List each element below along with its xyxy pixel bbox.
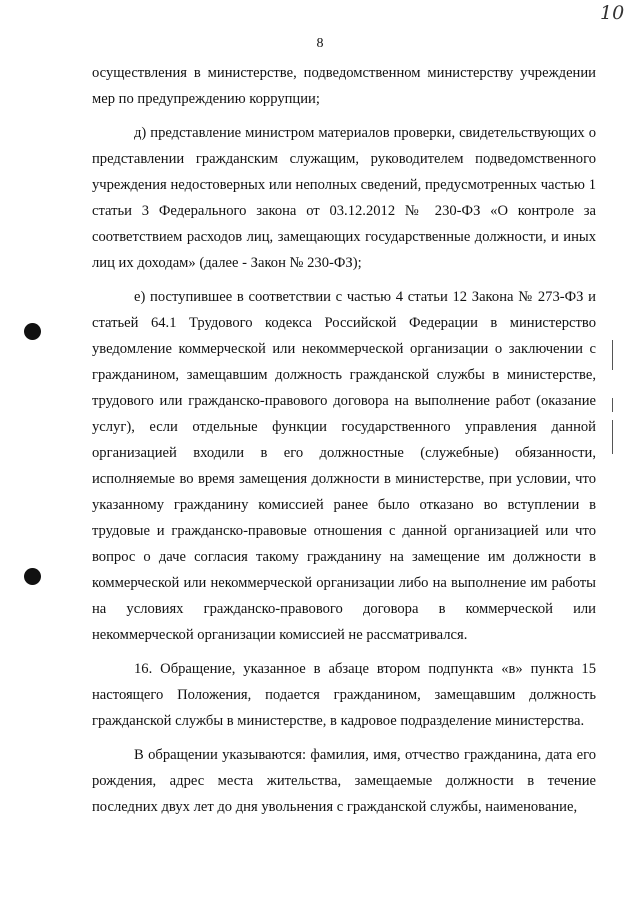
paragraph-item-e: е) поступившее в соответствии с частью 4 статьи 12 Закона № 273-ФЗ и статьей 64.1 Трудового кодекса Российской Федерации в министерство уведомление коммерческой или некоммерческой организации о заключении с гражданином, замещавшим должность гражданской службы в министерстве, трудового или гражданско-правового договора на выполнение работ (оказание услуг), если отдельные функции государственного управления данной организацией входили в его должностные (служебные) обязанности, исполняемые во время замещения должности в министерстве, при условии, что указанному гражданину комиссией ранее было отказано во вступлении в трудовые и гражданско-правовые отношения с данной организацией или что вопрос о даче согласия такому гражданину на замещение им должности в коммерческой или некоммерческой организации либо на выполнение им работы на условиях гражданско-правового договора в коммерческой или некоммерческой организации комиссией не рассматривался. bbox=[92, 289, 596, 643]
document-body bbox=[92, 60, 596, 820]
margin-mark bbox=[612, 420, 613, 454]
paragraph-item-d: д) представление министром материалов проверки, свидетельствующих о представлении гражданским служащим, руководителем подведомственного учреждения недостоверных или неполных сведений, предусмотренных частью 1 статьи 3 Федерального закона от 03.12.2012 № 230-ФЗ «О контроле за соответствием расходов лиц, замещающих государственные должности, и иных лиц их доходам» (далее - Закон № 230-ФЗ); bbox=[92, 125, 596, 271]
paragraph-appeal-contents: В обращении указываются: фамилия, имя, отчество гражданина, дата его рождения, адрес места жительства, замещаемые должности в течение последних двух лет до дня увольнения с гражданской службы, наименование, bbox=[92, 747, 596, 815]
margin-mark bbox=[612, 398, 613, 412]
handwritten-page-number: 10 bbox=[600, 2, 625, 24]
punch-hole-top bbox=[24, 323, 41, 340]
punch-hole-bottom bbox=[24, 568, 41, 585]
margin-mark bbox=[612, 340, 613, 370]
paragraph-continuation: осуществления в министерстве, подведомственном министерству учреждении мер по предупреждению коррупции; bbox=[92, 65, 596, 107]
page-number: 8 bbox=[316, 36, 324, 51]
paragraph-16: 16. Обращение, указанное в абзаце втором подпункта «в» пункта 15 настоящего Положения, подается гражданином, замещавшим должность гражданской службы в министерстве, в кадровое подразделение министерства. bbox=[92, 661, 596, 729]
